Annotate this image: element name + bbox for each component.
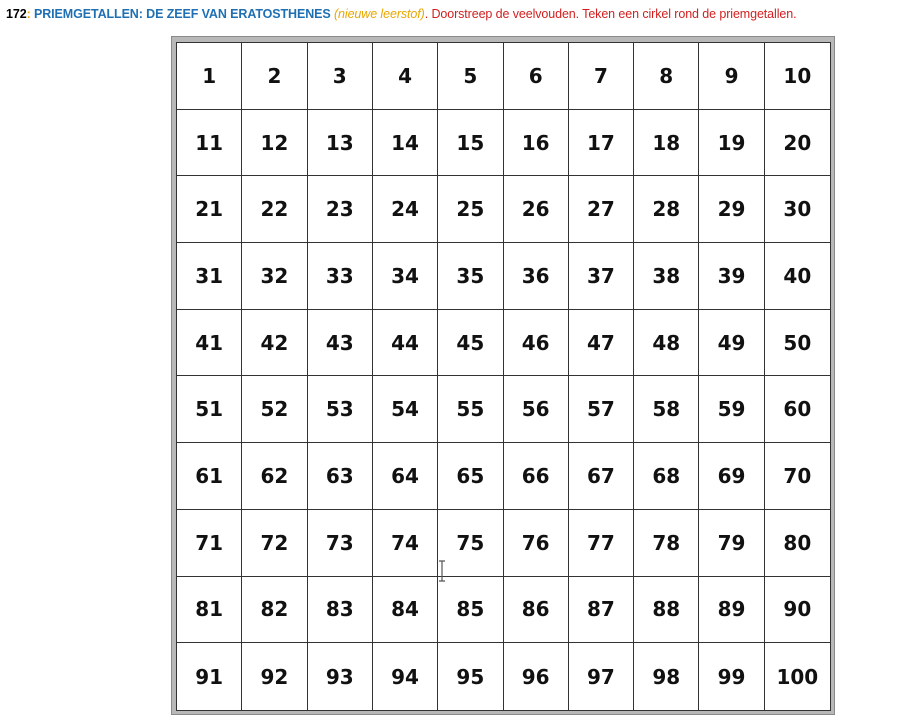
grid-cell[interactable]: 5 (438, 43, 503, 110)
exercise-number: 172 (6, 7, 27, 21)
grid-cell[interactable]: 19 (699, 110, 764, 177)
grid-cell[interactable]: 80 (765, 510, 830, 577)
grid-cell[interactable]: 71 (177, 510, 242, 577)
grid-cell[interactable]: 82 (242, 577, 307, 644)
grid-cell[interactable]: 17 (569, 110, 634, 177)
grid-cell[interactable]: 84 (373, 577, 438, 644)
grid-cell[interactable]: 30 (765, 176, 830, 243)
exercise-instruction: Doorstreep de veelvouden. Teken een cirkel rond de priemgetallen. (431, 7, 797, 21)
grid-cell[interactable]: 37 (569, 243, 634, 310)
grid-cell[interactable]: 50 (765, 310, 830, 377)
grid-cell[interactable]: 36 (504, 243, 569, 310)
grid-cell[interactable]: 29 (699, 176, 764, 243)
grid-cell[interactable]: 66 (504, 443, 569, 510)
grid-cell[interactable]: 7 (569, 43, 634, 110)
grid-cell[interactable]: 31 (177, 243, 242, 310)
grid-cell[interactable]: 22 (242, 176, 307, 243)
grid-cell[interactable]: 33 (308, 243, 373, 310)
grid-cell[interactable]: 28 (634, 176, 699, 243)
grid-cell[interactable]: 76 (504, 510, 569, 577)
grid-cell[interactable]: 43 (308, 310, 373, 377)
grid-cell[interactable]: 74 (373, 510, 438, 577)
grid-cell[interactable]: 48 (634, 310, 699, 377)
grid-cell[interactable]: 26 (504, 176, 569, 243)
grid-cell[interactable]: 21 (177, 176, 242, 243)
grid-cell[interactable]: 6 (504, 43, 569, 110)
grid-cell[interactable]: 23 (308, 176, 373, 243)
grid-cell[interactable]: 14 (373, 110, 438, 177)
grid-cell[interactable]: 27 (569, 176, 634, 243)
grid-cell[interactable]: 46 (504, 310, 569, 377)
grid-cell[interactable]: 54 (373, 376, 438, 443)
grid-cell[interactable]: 58 (634, 376, 699, 443)
grid-cell[interactable]: 18 (634, 110, 699, 177)
grid-cell[interactable]: 57 (569, 376, 634, 443)
grid-cell[interactable]: 41 (177, 310, 242, 377)
grid-cell[interactable]: 15 (438, 110, 503, 177)
grid-cell[interactable]: 91 (177, 643, 242, 710)
exercise-header (6, 7, 911, 21)
grid-cell[interactable]: 34 (373, 243, 438, 310)
grid-cell[interactable]: 100 (776, 664, 819, 689)
grid-cell[interactable]: 24 (373, 176, 438, 243)
grid-cell[interactable]: 49 (699, 310, 764, 377)
grid-cell[interactable]: 59 (699, 376, 764, 443)
grid-cell[interactable]: 20 (765, 110, 830, 177)
grid-cell[interactable]: 3 (308, 43, 373, 110)
grid-cell[interactable]: 32 (242, 243, 307, 310)
grid-cell[interactable]: 93 (308, 643, 373, 710)
grid-cell[interactable]: 52 (242, 376, 307, 443)
grid-cell[interactable]: 42 (242, 310, 307, 377)
grid-cell[interactable]: 12 (242, 110, 307, 177)
grid-cell[interactable]: 38 (634, 243, 699, 310)
grid-cell[interactable]: 16 (504, 110, 569, 177)
grid-cell[interactable]: 25 (438, 176, 503, 243)
grid-cell[interactable]: 77 (569, 510, 634, 577)
grid-cell[interactable]: 83 (308, 577, 373, 644)
grid-cell[interactable]: 13 (308, 110, 373, 177)
grid-cell[interactable]: 81 (177, 577, 242, 644)
grid-cell[interactable]: 90 (765, 577, 830, 644)
grid-cell[interactable]: 68 (634, 443, 699, 510)
grid-cell[interactable]: 51 (177, 376, 242, 443)
grid-cell[interactable]: 1 (177, 43, 242, 110)
grid-cell[interactable]: 87 (569, 577, 634, 644)
exercise-title: PRIEMGETALLEN: DE ZEEF VAN ERATOSTHENES (34, 7, 331, 21)
grid-cell[interactable]: 44 (373, 310, 438, 377)
grid-cell[interactable]: 94 (373, 643, 438, 710)
exercise-note: (nieuwe leerstof) (333, 7, 425, 21)
grid-cell[interactable]: 39 (699, 243, 764, 310)
grid-cell[interactable]: 64 (373, 443, 438, 510)
grid-cell[interactable]: 97 (569, 643, 634, 710)
grid-cell[interactable]: 65 (438, 443, 503, 510)
grid-cell[interactable]: 2 (242, 43, 307, 110)
grid-cell[interactable]: 86 (504, 577, 569, 644)
grid-cell[interactable]: 69 (699, 443, 764, 510)
grid-cell[interactable]: 60 (765, 376, 830, 443)
grid-cell[interactable]: 79 (699, 510, 764, 577)
grid-cell[interactable]: 98 (634, 643, 699, 710)
grid-cell[interactable]: 75 (438, 510, 503, 577)
grid-cell[interactable]: 85 (438, 577, 503, 644)
grid-cell[interactable]: 11 (177, 110, 242, 177)
grid-cell[interactable]: 8 (634, 43, 699, 110)
grid-cell[interactable]: 9 (699, 43, 764, 110)
grid-cell[interactable]: 88 (634, 577, 699, 644)
grid-cell[interactable]: 70 (765, 443, 830, 510)
grid-cell[interactable]: 95 (438, 643, 503, 710)
grid-cell[interactable]: 72 (242, 510, 307, 577)
grid-cell[interactable]: 53 (308, 376, 373, 443)
text-cursor-icon (437, 560, 447, 582)
grid-cell[interactable]: 4 (373, 43, 438, 110)
hundred-number-grid (176, 42, 831, 711)
grid-cell[interactable]: 55 (438, 376, 503, 443)
grid-cell[interactable]: 78 (634, 510, 699, 577)
grid-cell[interactable]: 99 (699, 643, 764, 710)
grid-cell[interactable]: 67 (569, 443, 634, 510)
exercise-colon: : (26, 7, 31, 21)
grid-cell[interactable]: 96 (504, 643, 569, 710)
grid-cell[interactable]: 40 (765, 243, 830, 310)
grid-cell[interactable]: 47 (569, 310, 634, 377)
grid-cell[interactable]: 92 (242, 643, 307, 710)
grid-cell[interactable]: 35 (438, 243, 503, 310)
grid-cell[interactable]: 45 (438, 310, 503, 377)
grid-cell[interactable]: 61 (177, 443, 242, 510)
grid-cell[interactable]: 63 (308, 443, 373, 510)
exercise-note-dot: . (424, 7, 429, 21)
grid-cell[interactable]: 73 (308, 510, 373, 577)
grid-cell[interactable]: 56 (504, 376, 569, 443)
grid-cell[interactable]: 62 (242, 443, 307, 510)
grid-cell[interactable]: 10 (765, 43, 830, 110)
grid-cell[interactable]: 89 (699, 577, 764, 644)
